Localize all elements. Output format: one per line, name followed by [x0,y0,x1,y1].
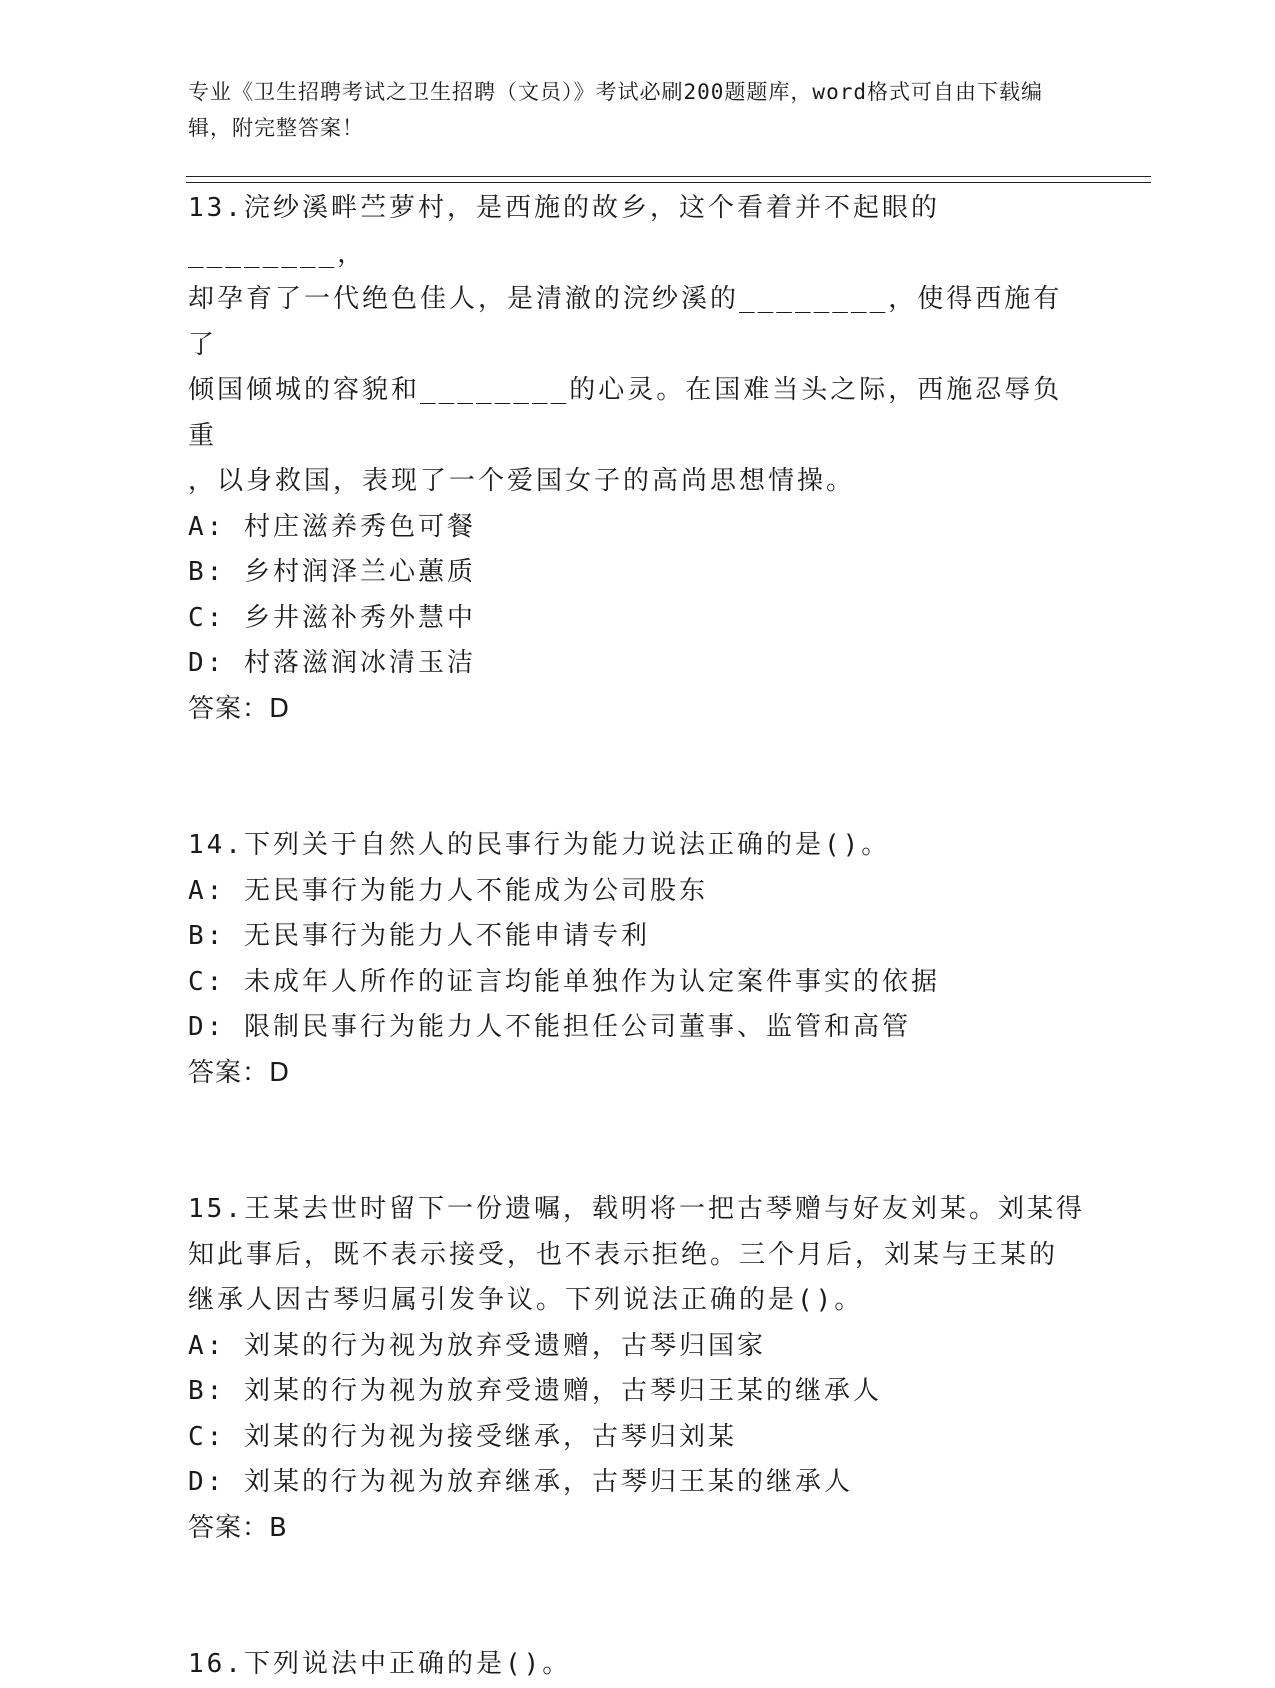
question-stem-line: 却孕育了一代绝色佳人，是清澈的浣纱溪的________，使得西施有了 [188,284,1063,360]
question-13 [188,186,1088,732]
option-text: 村落滋润冰清玉洁 [243,648,476,678]
option-text: 无民事行为能力人不能成为公司股东 [243,875,708,906]
option-letter: D: [188,1467,226,1497]
answer-line: 答案：B [188,1512,288,1543]
option-text: 乡井滋补秀外慧中 [243,602,476,633]
option-d [188,1005,1088,1051]
question-stem-line: 13.浣纱溪畔苎萝村，是西施的故乡，这个看着并不起眼的________， [188,193,940,269]
answer-line: 答案：D [188,693,291,724]
header-intro-text: 专业《卫生招聘考试之卫生招聘（文员）》考试必刷200题题库，word格式可自由下载编辑，附完整答案！ [188,80,1043,140]
option-text: 村庄滋养秀色可餐 [243,511,476,542]
option-c [188,596,1088,642]
answer-line: 答案：D [188,1057,291,1088]
question-stem-line: 16.下列说法中正确的是()。 [188,1649,572,1679]
option-c [188,960,1088,1006]
option-d [188,1460,1088,1506]
option-letter: A: [188,875,226,906]
option-a [188,1324,1088,1370]
option-c [188,1415,1088,1461]
question-stem-line: 继承人因古琴归属引发争议。下列说法正确的是()。 [188,1285,864,1315]
question-stem-line: 知此事后，既不表示接受，也不表示拒绝。三个月后，刘某与王某的 [188,1239,1059,1270]
option-b [188,550,1088,596]
option-text: 无民事行为能力人不能申请专利 [243,921,650,951]
option-letter: B: [188,921,226,951]
option-letter: A: [188,511,226,542]
option-a [188,869,1088,915]
option-letter: B: [188,1376,226,1406]
option-text: 乡村润泽兰心蕙质 [243,557,476,587]
question-stem-line: 倾国倾城的容貌和________的心灵。在国难当头之际，西施忍辱负重 [188,375,1063,451]
option-letter: A: [188,1330,226,1361]
document-header [188,74,1068,146]
option-b [188,1369,1088,1415]
option-text: 未成年人所作的证言均能单独作为认定案件事实的依据 [243,966,940,997]
option-letter: C: [188,1421,226,1452]
option-letter: D: [188,1012,226,1042]
option-text: 限制民事行为能力人不能担任公司董事、监管和高管 [243,1012,911,1042]
question-stem-line: 14.下列关于自然人的民事行为能力说法正确的是()。 [188,830,891,860]
option-letter: C: [188,966,226,997]
option-text: 刘某的行为视为放弃受遗赠，古琴归王某的继承人 [243,1376,882,1406]
option-text: 刘某的行为视为接受继承，古琴归刘某 [243,1421,737,1452]
question-16 [188,1642,1088,1688]
option-letter: D: [188,648,226,678]
option-b [188,914,1088,960]
option-text: 刘某的行为视为放弃受遗赠，古琴归国家 [243,1330,766,1361]
option-a [188,505,1088,551]
question-spacer [188,1551,1088,1642]
header-divider-top [186,176,1151,177]
question-list [188,186,1088,1688]
question-stem-line: 15.王某去世时留下一份遗嘱，载明将一把古琴赠与好友刘某。刘某得 [188,1194,1085,1224]
option-d [188,641,1088,687]
question-spacer [188,1096,1088,1187]
header-divider-bottom [186,182,1151,183]
option-letter: C: [188,602,226,633]
question-15 [188,1187,1088,1551]
question-spacer [188,732,1088,823]
option-text: 刘某的行为视为放弃继承，古琴归王某的继承人 [243,1467,853,1497]
option-letter: B: [188,557,226,587]
question-14 [188,823,1088,1096]
question-stem-line: ，以身救国，表现了一个爱国女子的高尚思想情操。 [188,466,856,496]
